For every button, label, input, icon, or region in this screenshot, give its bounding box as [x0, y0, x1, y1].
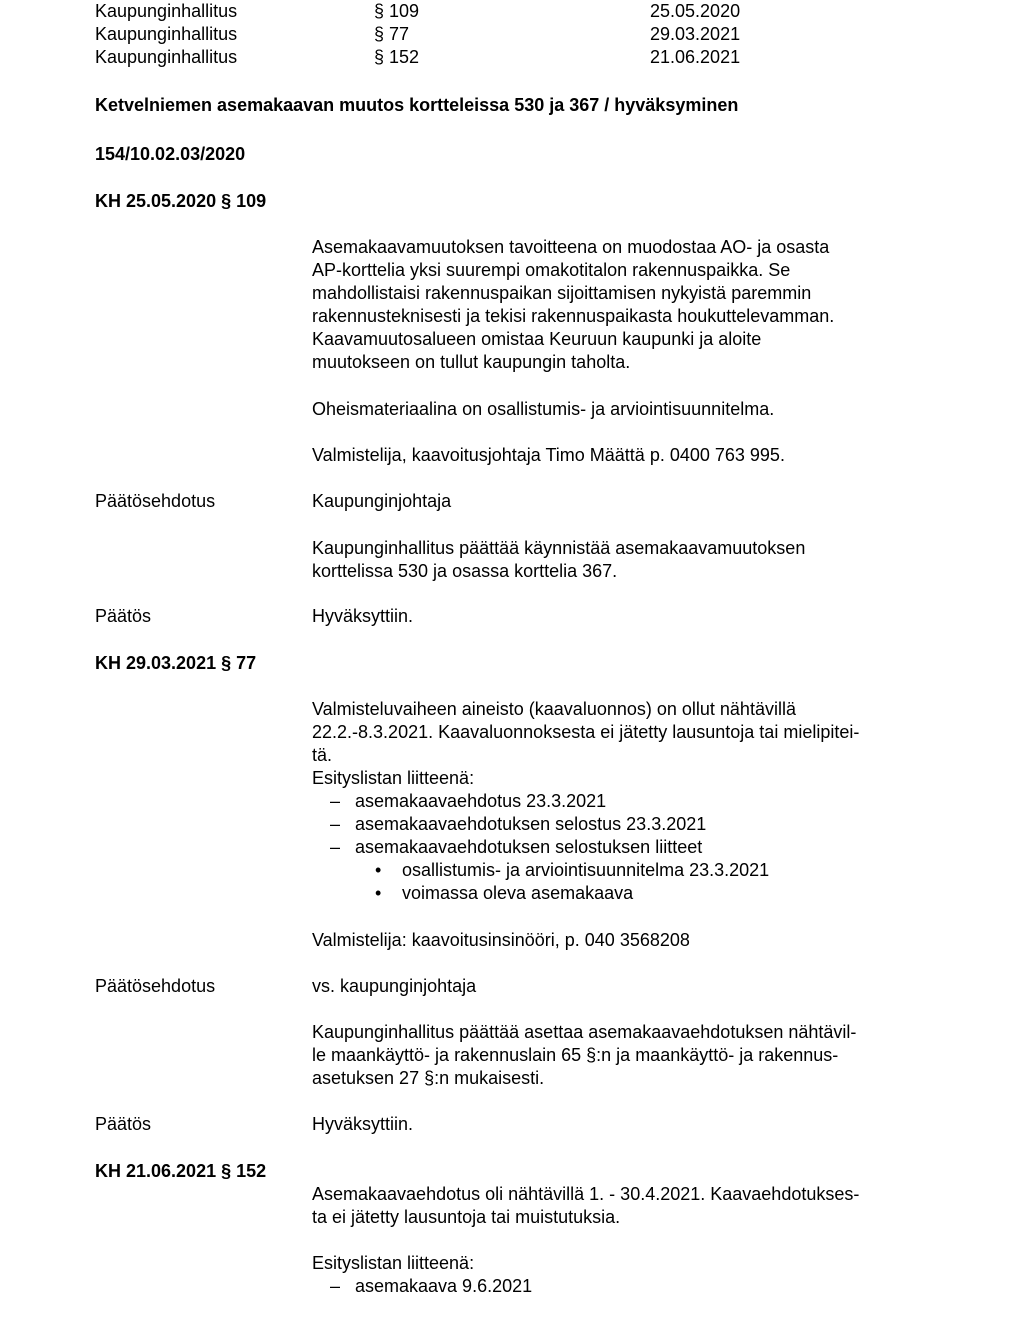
text-line: AP-korttelia yksi suurempi omakotitalon rakennuspaikka. Se: [312, 260, 791, 280]
sub-attachment-text: voimassa oleva asemakaava: [402, 883, 634, 903]
text-line: asetuksen 27 §:n mukaisesti.: [312, 1068, 545, 1088]
decision-label: Päätös: [95, 606, 152, 626]
record-section: § 109: [374, 1, 420, 21]
text-line: Valmisteluvaiheen aineisto (kaavaluonnos) on ollut nähtävillä: [312, 699, 796, 719]
record-section: § 77: [374, 24, 410, 44]
text-line: Kaupunginhallitus päättää asettaa asemakaavaehdotuksen nähtävil-: [312, 1022, 857, 1042]
text-line: Kaavamuutosalueen omistaa Keuruun kaupunki ja aloite: [312, 329, 762, 349]
meeting-heading: KH 21.06.2021 § 152: [95, 1161, 267, 1181]
meeting-heading: KH 25.05.2020 § 109: [95, 191, 267, 211]
record-body: Kaupunginhallitus: [95, 24, 238, 44]
meeting-heading: KH 29.03.2021 § 77: [95, 653, 257, 673]
attachment-text: asemakaava 9.6.2021: [355, 1276, 533, 1296]
text-line: Asemakaavamuutoksen tavoitteena on muodostaa AO- ja osasta: [312, 237, 830, 257]
preparer: Valmistelija, kaavoitusjohtaja Timo Määttä p. 0400 763 995.: [312, 445, 785, 465]
text-line: Kaupunginhallitus päättää käynnistää asemakaavamuutoksen: [312, 538, 806, 558]
record-section: § 152: [374, 47, 420, 67]
dash-marker: –: [330, 791, 341, 811]
text-line: ta ei jätetty lausuntoja tai muistutuksia.: [312, 1207, 621, 1227]
text-line: 22.2.-8.3.2021. Kaavaluonnoksesta ei jätetty lausuntoja tai mielipitei-: [312, 722, 860, 742]
proposal-text: [312, 537, 932, 583]
preparer: Valmistelija: kaavoitusinsinööri, p. 040 3568208: [312, 930, 690, 950]
decision-label: Päätös: [95, 1114, 152, 1134]
text-line: le maankäyttö- ja rakennuslain 65 §:n ja maankäyttö- ja rakennus-: [312, 1045, 839, 1065]
diary-number: 154/10.02.03/2020: [95, 144, 246, 164]
text-line: muutokseen on tullut kaupungin taholta.: [312, 352, 631, 372]
text-line: rakennusteknisesti ja tekisi rakennuspaikasta houkuttelevamman.: [312, 306, 835, 326]
bullet-marker: •: [375, 883, 382, 903]
proposal-text: [312, 1021, 932, 1090]
attachment-note: Oheismateriaalina on osallistumis- ja arviointisuunnitelma.: [312, 399, 775, 419]
attachment-text: asemakaavaehdotuksen selostuksen liitteet: [355, 837, 703, 857]
meeting-intro: [312, 236, 932, 374]
record-date: 29.03.2021: [650, 24, 741, 44]
record-body: Kaupunginhallitus: [95, 1, 238, 21]
attachment-text: asemakaavaehdotus 23.3.2021: [355, 791, 607, 811]
bullet-marker: •: [375, 860, 382, 880]
attachment-text: asemakaavaehdotuksen selostus 23.3.2021: [355, 814, 707, 834]
record-date: 21.06.2021: [650, 47, 741, 67]
proposer: vs. kaupunginjohtaja: [312, 976, 477, 996]
record-body: Kaupunginhallitus: [95, 47, 238, 67]
meeting-intro: [312, 698, 932, 790]
proposer: Kaupunginjohtaja: [312, 491, 452, 511]
text-line: mahdollistaisi rakennuspaikan sijoittamisen nykyistä paremmin: [312, 283, 812, 303]
attachments-heading: Esityslistan liitteenä:: [312, 1253, 475, 1273]
meeting-intro: [312, 1183, 932, 1229]
decision: Hyväksyttiin.: [312, 1114, 414, 1134]
text-line: Esityslistan liitteenä:: [312, 768, 475, 788]
text-line: korttelissa 530 ja osassa korttelia 367.: [312, 561, 618, 581]
document-title: Ketvelniemen asemakaavan muutos kortteleissa 530 ja 367 / hyväksyminen: [95, 95, 739, 115]
record-date: 25.05.2020: [650, 1, 741, 21]
text-line: tä.: [312, 745, 333, 765]
text-line: Asemakaavaehdotus oli nähtävillä 1. - 30.4.2021. Kaavaehdotukses-: [312, 1184, 860, 1204]
dash-marker: –: [330, 1276, 341, 1296]
decision: Hyväksyttiin.: [312, 606, 414, 626]
proposal-label: Päätösehdotus: [95, 491, 216, 511]
proposal-label: Päätösehdotus: [95, 976, 216, 996]
dash-marker: –: [330, 837, 341, 857]
dash-marker: –: [330, 814, 341, 834]
sub-attachment-text: osallistumis- ja arviointisuunnitelma 23.3.2021: [402, 860, 770, 880]
